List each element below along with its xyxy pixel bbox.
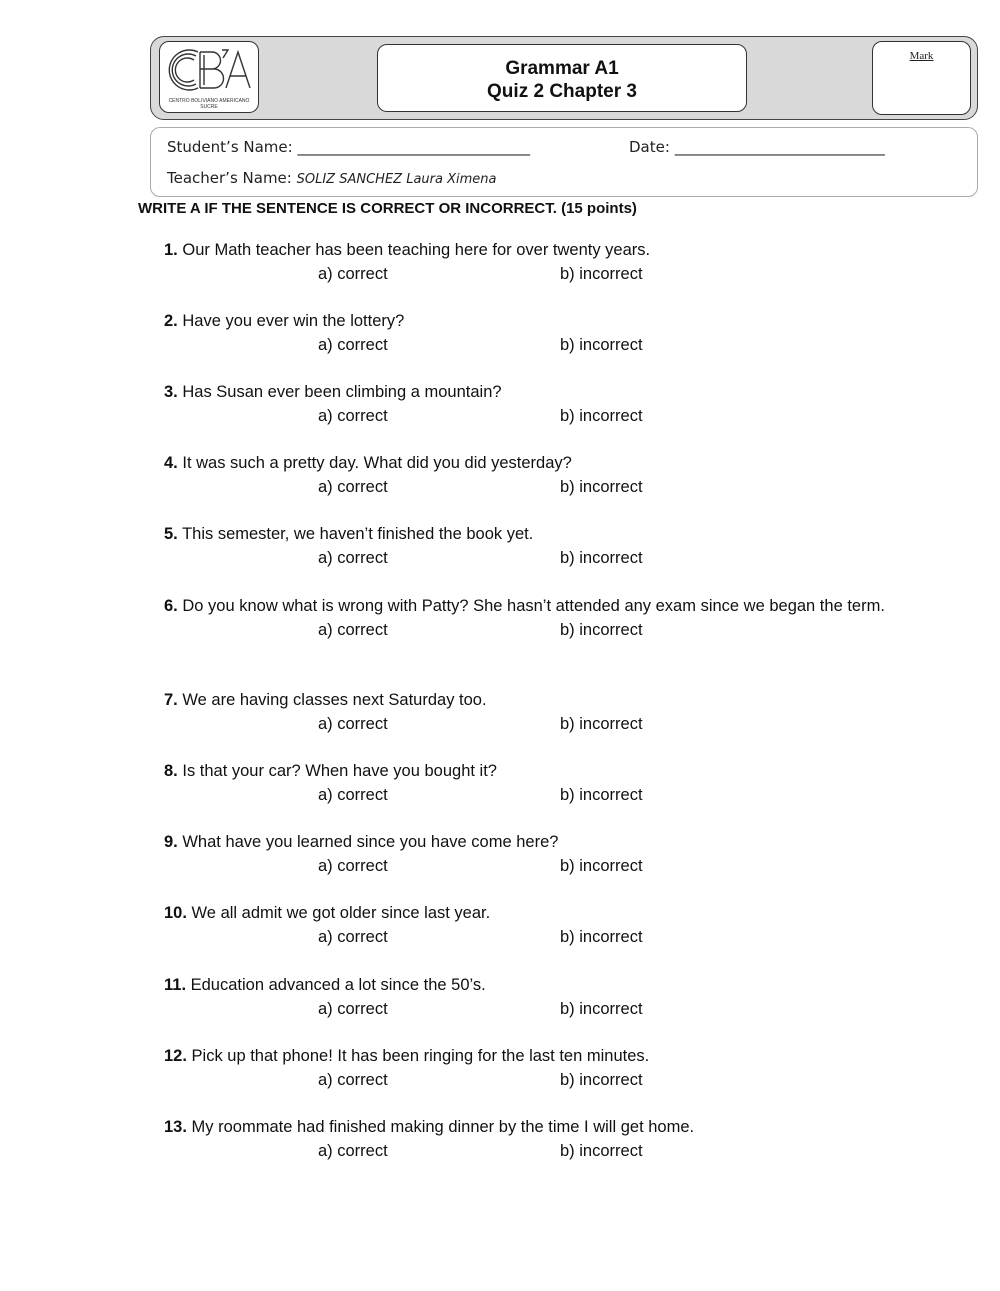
question-number: 11. bbox=[164, 976, 187, 994]
options-row bbox=[138, 546, 928, 570]
question-sentence: Our Math teacher has been teaching here for over twenty years. bbox=[182, 241, 651, 259]
question-text bbox=[138, 1044, 928, 1068]
question-number: 7. bbox=[164, 691, 178, 709]
option-incorrect[interactable]: b) incorrect bbox=[560, 265, 643, 283]
date-label: Date: bbox=[629, 138, 670, 156]
question-item bbox=[138, 594, 928, 642]
question-sentence: Education advanced a lot since the 50’s. bbox=[190, 976, 486, 994]
question-text bbox=[138, 688, 928, 712]
options-row bbox=[138, 854, 928, 878]
option-correct[interactable]: a) correct bbox=[318, 621, 388, 639]
options-row bbox=[138, 333, 928, 357]
question-sentence: We are having classes next Saturday too. bbox=[182, 691, 487, 709]
option-correct[interactable]: a) correct bbox=[318, 549, 388, 567]
question-number: 3. bbox=[164, 383, 178, 401]
options-row bbox=[138, 404, 928, 428]
option-correct[interactable]: a) correct bbox=[318, 928, 388, 946]
options-row bbox=[138, 1068, 928, 1092]
question-number: 2. bbox=[164, 312, 178, 330]
question-sentence: We all admit we got older since last year. bbox=[191, 904, 491, 922]
cba-logo-icon bbox=[160, 42, 258, 98]
question-item bbox=[138, 973, 928, 1021]
question-number: 1. bbox=[164, 241, 178, 259]
option-correct[interactable]: a) correct bbox=[318, 1000, 388, 1018]
question-sentence: Pick up that phone! It has been ringing for the last ten minutes. bbox=[191, 1047, 650, 1065]
question-text bbox=[138, 238, 928, 262]
option-incorrect[interactable]: b) incorrect bbox=[560, 1071, 643, 1089]
question-sentence: It was such a pretty day. What did you did yesterday? bbox=[182, 454, 572, 472]
question-text bbox=[138, 1115, 928, 1139]
question-item bbox=[138, 759, 928, 807]
question-item bbox=[138, 1115, 928, 1163]
option-correct[interactable]: a) correct bbox=[318, 407, 388, 425]
question-number: 6. bbox=[164, 597, 178, 615]
option-incorrect[interactable]: b) incorrect bbox=[560, 786, 643, 804]
question-text bbox=[138, 309, 928, 333]
question-item bbox=[138, 309, 928, 357]
option-correct[interactable]: a) correct bbox=[318, 786, 388, 804]
student-name-field[interactable]: _______________________________ bbox=[297, 138, 530, 156]
question-item bbox=[138, 830, 928, 878]
option-correct[interactable]: a) correct bbox=[318, 1071, 388, 1089]
option-incorrect[interactable]: b) incorrect bbox=[560, 857, 643, 875]
question-item bbox=[138, 1044, 928, 1092]
option-incorrect[interactable]: b) incorrect bbox=[560, 1000, 643, 1018]
date-row[interactable] bbox=[629, 138, 885, 156]
teacher-name-value: SOLIZ SANCHEZ Laura Ximena bbox=[296, 172, 497, 187]
student-name-row[interactable] bbox=[167, 138, 530, 156]
teacher-name-label: Teacher’s Name: bbox=[167, 169, 292, 187]
header-band bbox=[150, 36, 978, 120]
option-incorrect[interactable]: b) incorrect bbox=[560, 715, 643, 733]
option-correct[interactable]: a) correct bbox=[318, 265, 388, 283]
question-sentence: What have you learned since you have come here? bbox=[182, 833, 559, 851]
question-sentence: Is that your car? When have you bought it? bbox=[182, 762, 497, 780]
options-row bbox=[138, 1139, 928, 1163]
logo bbox=[159, 41, 259, 113]
option-correct[interactable]: a) correct bbox=[318, 336, 388, 354]
question-item bbox=[138, 901, 928, 949]
question-item bbox=[138, 522, 928, 570]
question-text bbox=[138, 830, 928, 854]
options-row bbox=[138, 618, 928, 642]
options-row bbox=[138, 997, 928, 1021]
option-incorrect[interactable]: b) incorrect bbox=[560, 336, 643, 354]
mark-box[interactable] bbox=[872, 41, 971, 115]
question-number: 10. bbox=[164, 904, 187, 922]
question-text bbox=[138, 594, 928, 618]
options-row bbox=[138, 475, 928, 499]
option-correct[interactable]: a) correct bbox=[318, 1142, 388, 1160]
question-sentence: This semester, we haven’t finished the book yet. bbox=[182, 525, 534, 543]
question-sentence: Has Susan ever been climbing a mountain? bbox=[182, 383, 502, 401]
question-item bbox=[138, 451, 928, 499]
question-text bbox=[138, 759, 928, 783]
question-number: 4. bbox=[164, 454, 178, 472]
option-correct[interactable]: a) correct bbox=[318, 478, 388, 496]
teacher-name-row bbox=[167, 169, 496, 187]
option-incorrect[interactable]: b) incorrect bbox=[560, 928, 643, 946]
question-text bbox=[138, 451, 928, 475]
quiz-title: Grammar A1 bbox=[505, 58, 619, 79]
question-sentence: Do you know what is wrong with Patty? She hasn’t attended any exam since we began the term. bbox=[182, 597, 885, 615]
instructions: WRITE A IF THE SENTENCE IS CORRECT OR INCORRECT. (15 points) bbox=[138, 200, 637, 217]
question-number: 9. bbox=[164, 833, 178, 851]
question-item bbox=[138, 688, 928, 736]
question-text bbox=[138, 901, 928, 925]
question-sentence: Have you ever win the lottery? bbox=[182, 312, 405, 330]
option-correct[interactable]: a) correct bbox=[318, 715, 388, 733]
option-correct[interactable]: a) correct bbox=[318, 857, 388, 875]
question-sentence: My roommate had finished making dinner by the time I will get home. bbox=[191, 1118, 695, 1136]
options-row bbox=[138, 712, 928, 736]
title-box bbox=[377, 44, 747, 112]
option-incorrect[interactable]: b) incorrect bbox=[560, 549, 643, 567]
question-item bbox=[138, 238, 928, 286]
question-number: 8. bbox=[164, 762, 178, 780]
question-number: 13. bbox=[164, 1118, 187, 1136]
option-incorrect[interactable]: b) incorrect bbox=[560, 1142, 643, 1160]
student-info-box bbox=[150, 127, 978, 197]
mark-label: Mark bbox=[909, 50, 934, 62]
quiz-subtitle: Quiz 2 Chapter 3 bbox=[487, 81, 637, 102]
question-text bbox=[138, 522, 928, 546]
option-incorrect[interactable]: b) incorrect bbox=[560, 407, 643, 425]
options-row bbox=[138, 262, 928, 286]
question-text bbox=[138, 380, 928, 404]
options-row bbox=[138, 783, 928, 807]
question-text bbox=[138, 973, 928, 997]
question-number: 5. bbox=[164, 525, 178, 543]
option-incorrect[interactable]: b) incorrect bbox=[560, 478, 643, 496]
option-incorrect[interactable]: b) incorrect bbox=[560, 621, 643, 639]
student-name-label: Student’s Name: bbox=[167, 138, 293, 156]
question-item bbox=[138, 380, 928, 428]
question-number: 12. bbox=[164, 1047, 187, 1065]
date-field[interactable]: ____________________________ bbox=[674, 138, 885, 156]
logo-caption: CENTRO BOLIVIANO AMERICANO SUCRE bbox=[168, 98, 250, 110]
options-row bbox=[138, 925, 928, 949]
